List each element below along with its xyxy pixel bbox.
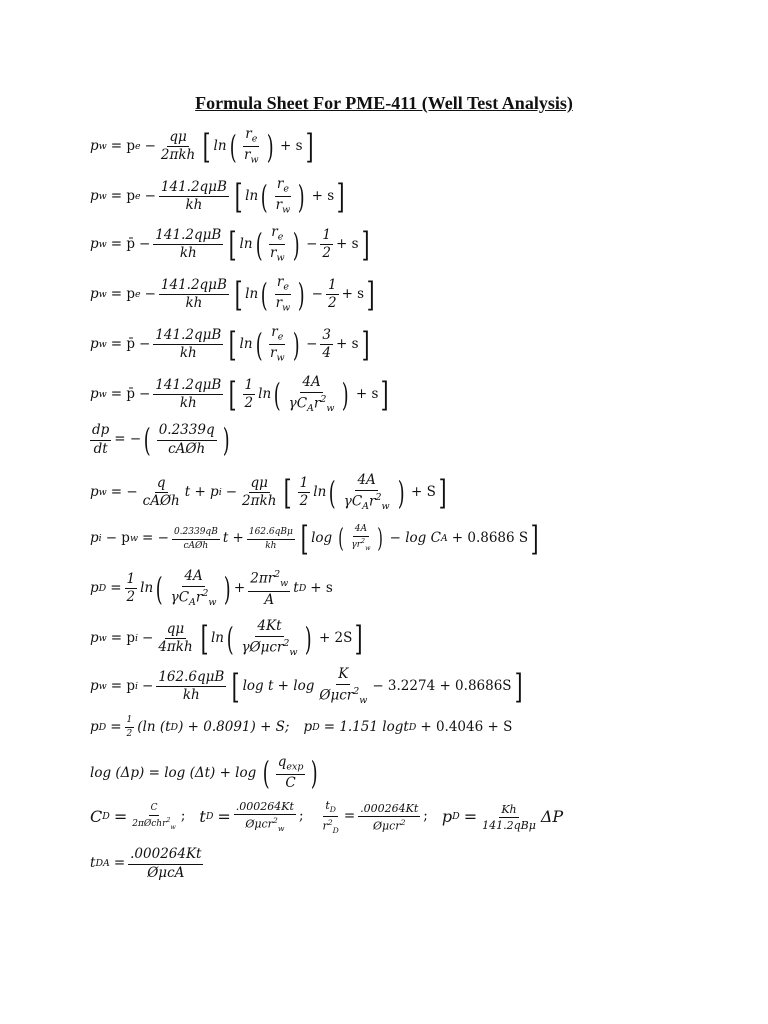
formula-10: p D = $\frac{1}{2}$ ln ( 4A $\gamma C_Ar^2_w$ ) + $\frac{2\pi r^2_w}{A}$ t D + s — [90, 568, 333, 608]
formula-4: p w = p e − 141.2qμB kh [ ln ( $r_e$ $r_w$ ) − $\frac{1}{2}$ + s ] — [90, 274, 375, 315]
formula-3: p w = p̄ − 141.2qμB kh [ ln ( $r_e$ $r_w$ ) − $\frac{1}{2}$ + s ] — [90, 224, 370, 265]
formula-2: p w = p e − 141.2qμB kh [ ln ( $r_e$ $r_w$ ) + s ] — [90, 176, 345, 217]
formula-16: t DA = .000264Kt ØμcA — [90, 846, 202, 881]
formula-14: log (Δp) = log (Δt) + log ( $q_{exp}$ C ) — [90, 754, 319, 793]
formula-15: C D = C 2πØchr$^2_w$ ; t D = .000264Kt Øμcr$^2_w$ ; $\frac{t_D}{r^2_D}$ = .000264Kt Øμcr$^2$ ; p D = Kh 141.2qBμ ΔP — [90, 799, 564, 835]
formula-5: p w = p̄ − 141.2qμB kh [ ln ( $r_e$ $r_w$ ) − $\frac{3}{4}$ + s ] — [90, 324, 370, 365]
formula-1: p w = p e − qμ 2πkh [ ln ( $r_e$ $r_w$ ) + s ] — [90, 126, 314, 167]
formula-9: p i − p w = − 0.2339qB cAØh t + 162.6qBμ kh [ log ( 4A $\gamma r^2_w$ ) − log C A + 0.8686 S ] — [90, 519, 539, 559]
formula-6: p w = p̄ − 141.2qμB kh [ 1 2 ln ( 4A $\gamma C_Ar^2_w$ ) + s ] — [90, 374, 390, 415]
formula-12: p w = p i − 162.6qμB kh [ log t + log K Øμcr$^2_w$ − 3.2274 + 0.8686S ] — [90, 666, 523, 707]
formula-8: p w = − q cAØh t + p i − qμ 2πkh [ 1 2 ln ( 4A $\gamma C_Ar^2_w$ ) + S ] — [90, 472, 447, 513]
formula-7: $\frac{dp}{dt}$ = − ( 0.2339q cAØh ) — [92, 421, 230, 459]
formula-13: p D = $\frac{1}{2}$ (ln (t D ) + 0.8091) + S; p D = 1.151 logt D + 0.4046 + S — [90, 715, 513, 739]
page-title: Formula Sheet For PME-411 (Well Test Analysis) — [195, 93, 573, 113]
formula-11: p w = p i − qμ 4πkh [ ln ( 4Kt γØμcr$^2_w$ ) + 2S ] — [90, 618, 364, 659]
